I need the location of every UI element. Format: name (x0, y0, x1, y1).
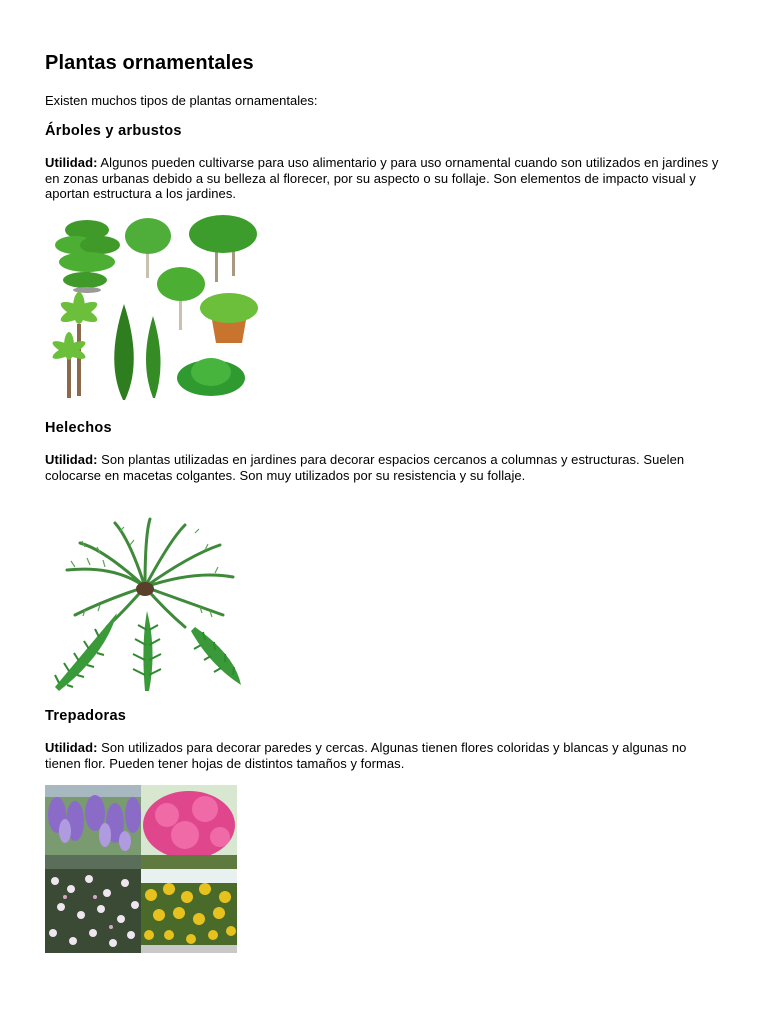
utilidad-label: Utilidad: (45, 452, 98, 467)
ferns-icon (45, 515, 250, 695)
intro-text: Existen muchos tipos de plantas ornamentales: (45, 93, 318, 108)
trees-shrubs-collage-icon (45, 212, 265, 407)
climbing-plants-collage-icon (45, 785, 237, 953)
trees-shrubs-image (45, 212, 265, 407)
ferns-image (45, 515, 250, 695)
page-title: Plantas ornamentales (45, 52, 254, 74)
utilidad-text: Son utilizados para decorar paredes y cercas. Algunas tienen flores coloridas y blancas y algunas no tienen flor. Pueden tener hojas de distintos tamaños y formas. (45, 740, 687, 771)
section-paragraph-trepadoras (45, 740, 725, 771)
utilidad-label: Utilidad: (45, 155, 98, 170)
utilidad-label: Utilidad: (45, 740, 98, 755)
section-heading-arboles: Árboles y arbustos (45, 123, 182, 139)
section-heading-trepadoras: Trepadoras (45, 708, 127, 724)
utilidad-text: Algunos pueden cultivarse para uso alimentario y para uso ornamental cuando son utilizados en jardines y en zonas urbanas debido a su belleza al florecer, por su aspecto o su follaje. Son elementos de impacto visual y aportan estructura a los jardines. (45, 155, 719, 201)
section-paragraph-arboles (45, 155, 725, 202)
utilidad-text: Son plantas utilizadas en jardines para decorar espacios cercanos a columnas y estructuras. Suelen colocarse en macetas colgantes. Son muy utilizados por su resistencia y su follaje. (45, 452, 685, 483)
climbing-plants-image (45, 785, 237, 953)
section-heading-helechos: Helechos (45, 420, 112, 436)
section-paragraph-helechos (45, 452, 725, 483)
